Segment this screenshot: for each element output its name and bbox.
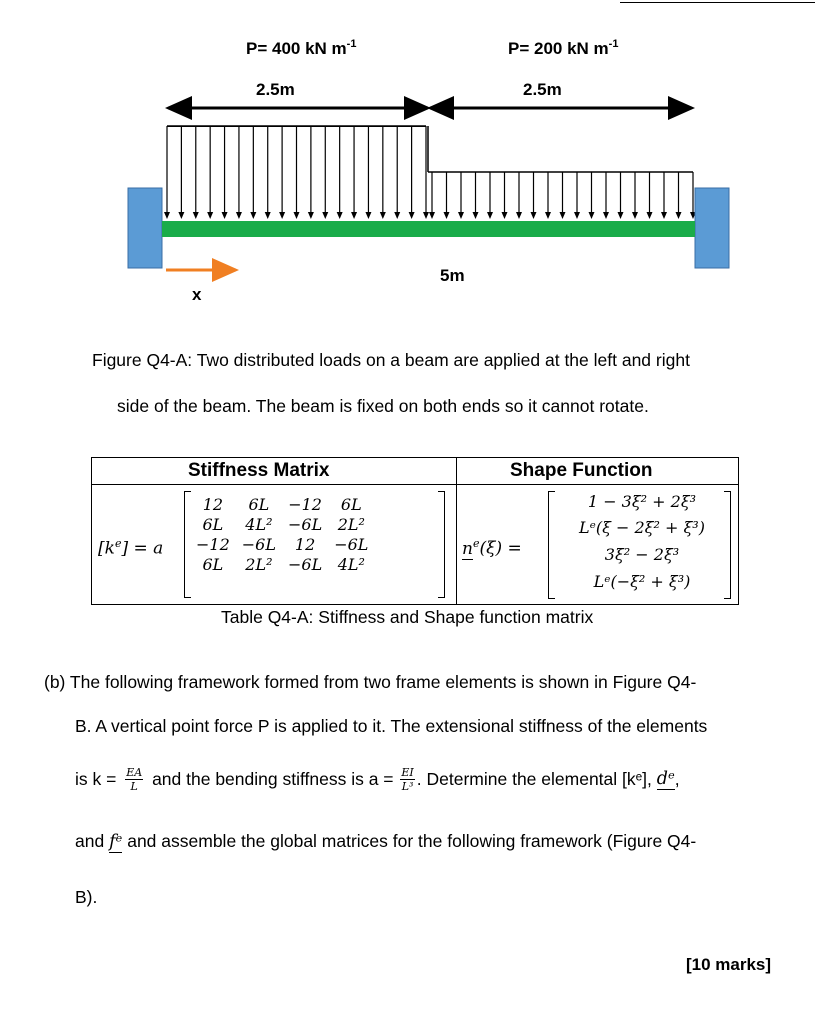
figure-caption-line1: Figure Q4-A: Two distributed loads on a beam are applied at the left and right xyxy=(92,350,690,370)
table-column-divider xyxy=(456,458,457,604)
load-arrow-right-head xyxy=(589,212,595,219)
matrix-row: 12 6L −12 6L xyxy=(202,494,362,514)
shape-vector xyxy=(548,491,736,601)
load-arrow-left-head xyxy=(236,212,242,219)
load-arrow-left-head xyxy=(250,212,256,219)
load-arrow-left-head xyxy=(380,212,386,219)
stiffness-header: Stiffness Matrix xyxy=(188,460,330,481)
matrix-row: −12 −6L 12 −6L xyxy=(196,534,369,554)
load-arrow-left-head xyxy=(308,212,314,219)
figure-caption-line2: side of the beam. The beam is fixed on both ends so it cannot rotate. xyxy=(117,396,649,416)
shape-entry: 3ξ² − 2ξ³ xyxy=(604,545,680,564)
load-arrow-left-head xyxy=(294,212,300,219)
load-arrow-right-head xyxy=(473,212,479,219)
left-support xyxy=(128,188,162,268)
load-arrow-right-head xyxy=(458,212,464,219)
matrix-row: 6L 2L² −6L 4L² xyxy=(202,554,365,574)
load-arrow-right-head xyxy=(560,212,566,219)
load-arrow-right-head xyxy=(647,212,653,219)
load-arrow-right-head xyxy=(545,212,551,219)
question-line2: B. A vertical point force P is applied to it. The extensional stiffness of the elements xyxy=(75,716,708,736)
load-arrow-left-head xyxy=(337,212,343,219)
matrix-row: 6L 4L² −6L 2L² xyxy=(202,514,365,534)
load-arrow-right-head xyxy=(429,212,435,219)
shape-lhs: $n^e(\xi)$ = xyxy=(462,537,522,559)
question-line5: B). xyxy=(75,887,98,907)
load-arrow-left-head xyxy=(279,212,285,219)
table-caption: Table Q4-A: Stiffness and Shape function matrix xyxy=(221,607,594,627)
left-length-label: 2.5m xyxy=(256,80,295,99)
left-distributed-load xyxy=(164,126,429,219)
load-arrow-right-head xyxy=(444,212,450,219)
load-arrow-right-head xyxy=(574,212,580,219)
load-arrow-left-head xyxy=(409,212,415,219)
stiffness-shape-table xyxy=(91,457,739,605)
axis-label: x xyxy=(192,285,202,304)
right-support xyxy=(695,188,729,268)
stiffness-lhs: $[k^e] = a$ xyxy=(98,537,164,559)
question-line3: is k = $\frac{EA}{L}$ and the bending stiffness is a = $\frac{EI}{\text{L³}}$ . Determine the elemental [kᵉ], dᵉ, xyxy=(75,766,680,793)
load-arrow-left-head xyxy=(265,212,271,219)
load-arrow-left-head xyxy=(178,212,184,219)
load-arrow-right-head xyxy=(516,212,522,219)
load-arrow-left-head xyxy=(207,212,213,219)
load-arrow-left-head xyxy=(351,212,357,219)
load-right-label: P= 200 kN $m^{-1}$ xyxy=(508,38,619,58)
load-arrow-left-head xyxy=(193,212,199,219)
load-arrow-left-head xyxy=(394,212,400,219)
beam-diagram xyxy=(0,0,815,300)
stiffness-matrix xyxy=(184,491,374,574)
load-arrow-left-head xyxy=(423,212,429,219)
load-arrow-left-head xyxy=(222,212,228,219)
load-arrow-right-head xyxy=(502,212,508,219)
load-arrow-right-head xyxy=(603,212,609,219)
shape-header: Shape Function xyxy=(510,460,653,481)
question-line4: and fᵉ and assemble the global matrices for the following framework (Figure Q4- xyxy=(75,831,697,852)
k-fraction: $\frac{EA}{L}$ xyxy=(126,766,143,793)
right-distributed-load xyxy=(428,126,696,219)
shape-entry: Lᵉ(ξ − 2ξ² + ξ³) xyxy=(579,518,705,537)
load-arrow-left-head xyxy=(365,212,371,219)
load-arrow-right-head xyxy=(676,212,682,219)
a-fraction: $\frac{EI}{\text{L³}}$ xyxy=(401,766,414,793)
load-arrow-right-head xyxy=(487,212,493,219)
load-arrow-right-head xyxy=(632,212,638,219)
load-arrow-left-head xyxy=(322,212,328,219)
load-arrow-right-head xyxy=(618,212,624,219)
load-left-label: P= 400 kN $m^{-1}$ xyxy=(246,38,357,58)
load-arrow-right-head xyxy=(661,212,667,219)
marks-label: [10 marks] xyxy=(686,955,772,974)
span-label: 5m xyxy=(440,266,465,285)
table-header-divider xyxy=(92,484,738,485)
right-length-label: 2.5m xyxy=(523,80,562,99)
load-arrow-left-head xyxy=(164,212,170,219)
shape-entry: Lᵉ(−ξ² + ξ³) xyxy=(593,572,691,591)
question-line1: (b) The following framework formed from two frame elements is shown in Figure Q4- xyxy=(44,672,697,692)
beam xyxy=(162,221,695,237)
shape-entry: 1 − 3ξ² + 2ξ³ xyxy=(587,492,697,511)
load-arrow-right-head xyxy=(531,212,537,219)
